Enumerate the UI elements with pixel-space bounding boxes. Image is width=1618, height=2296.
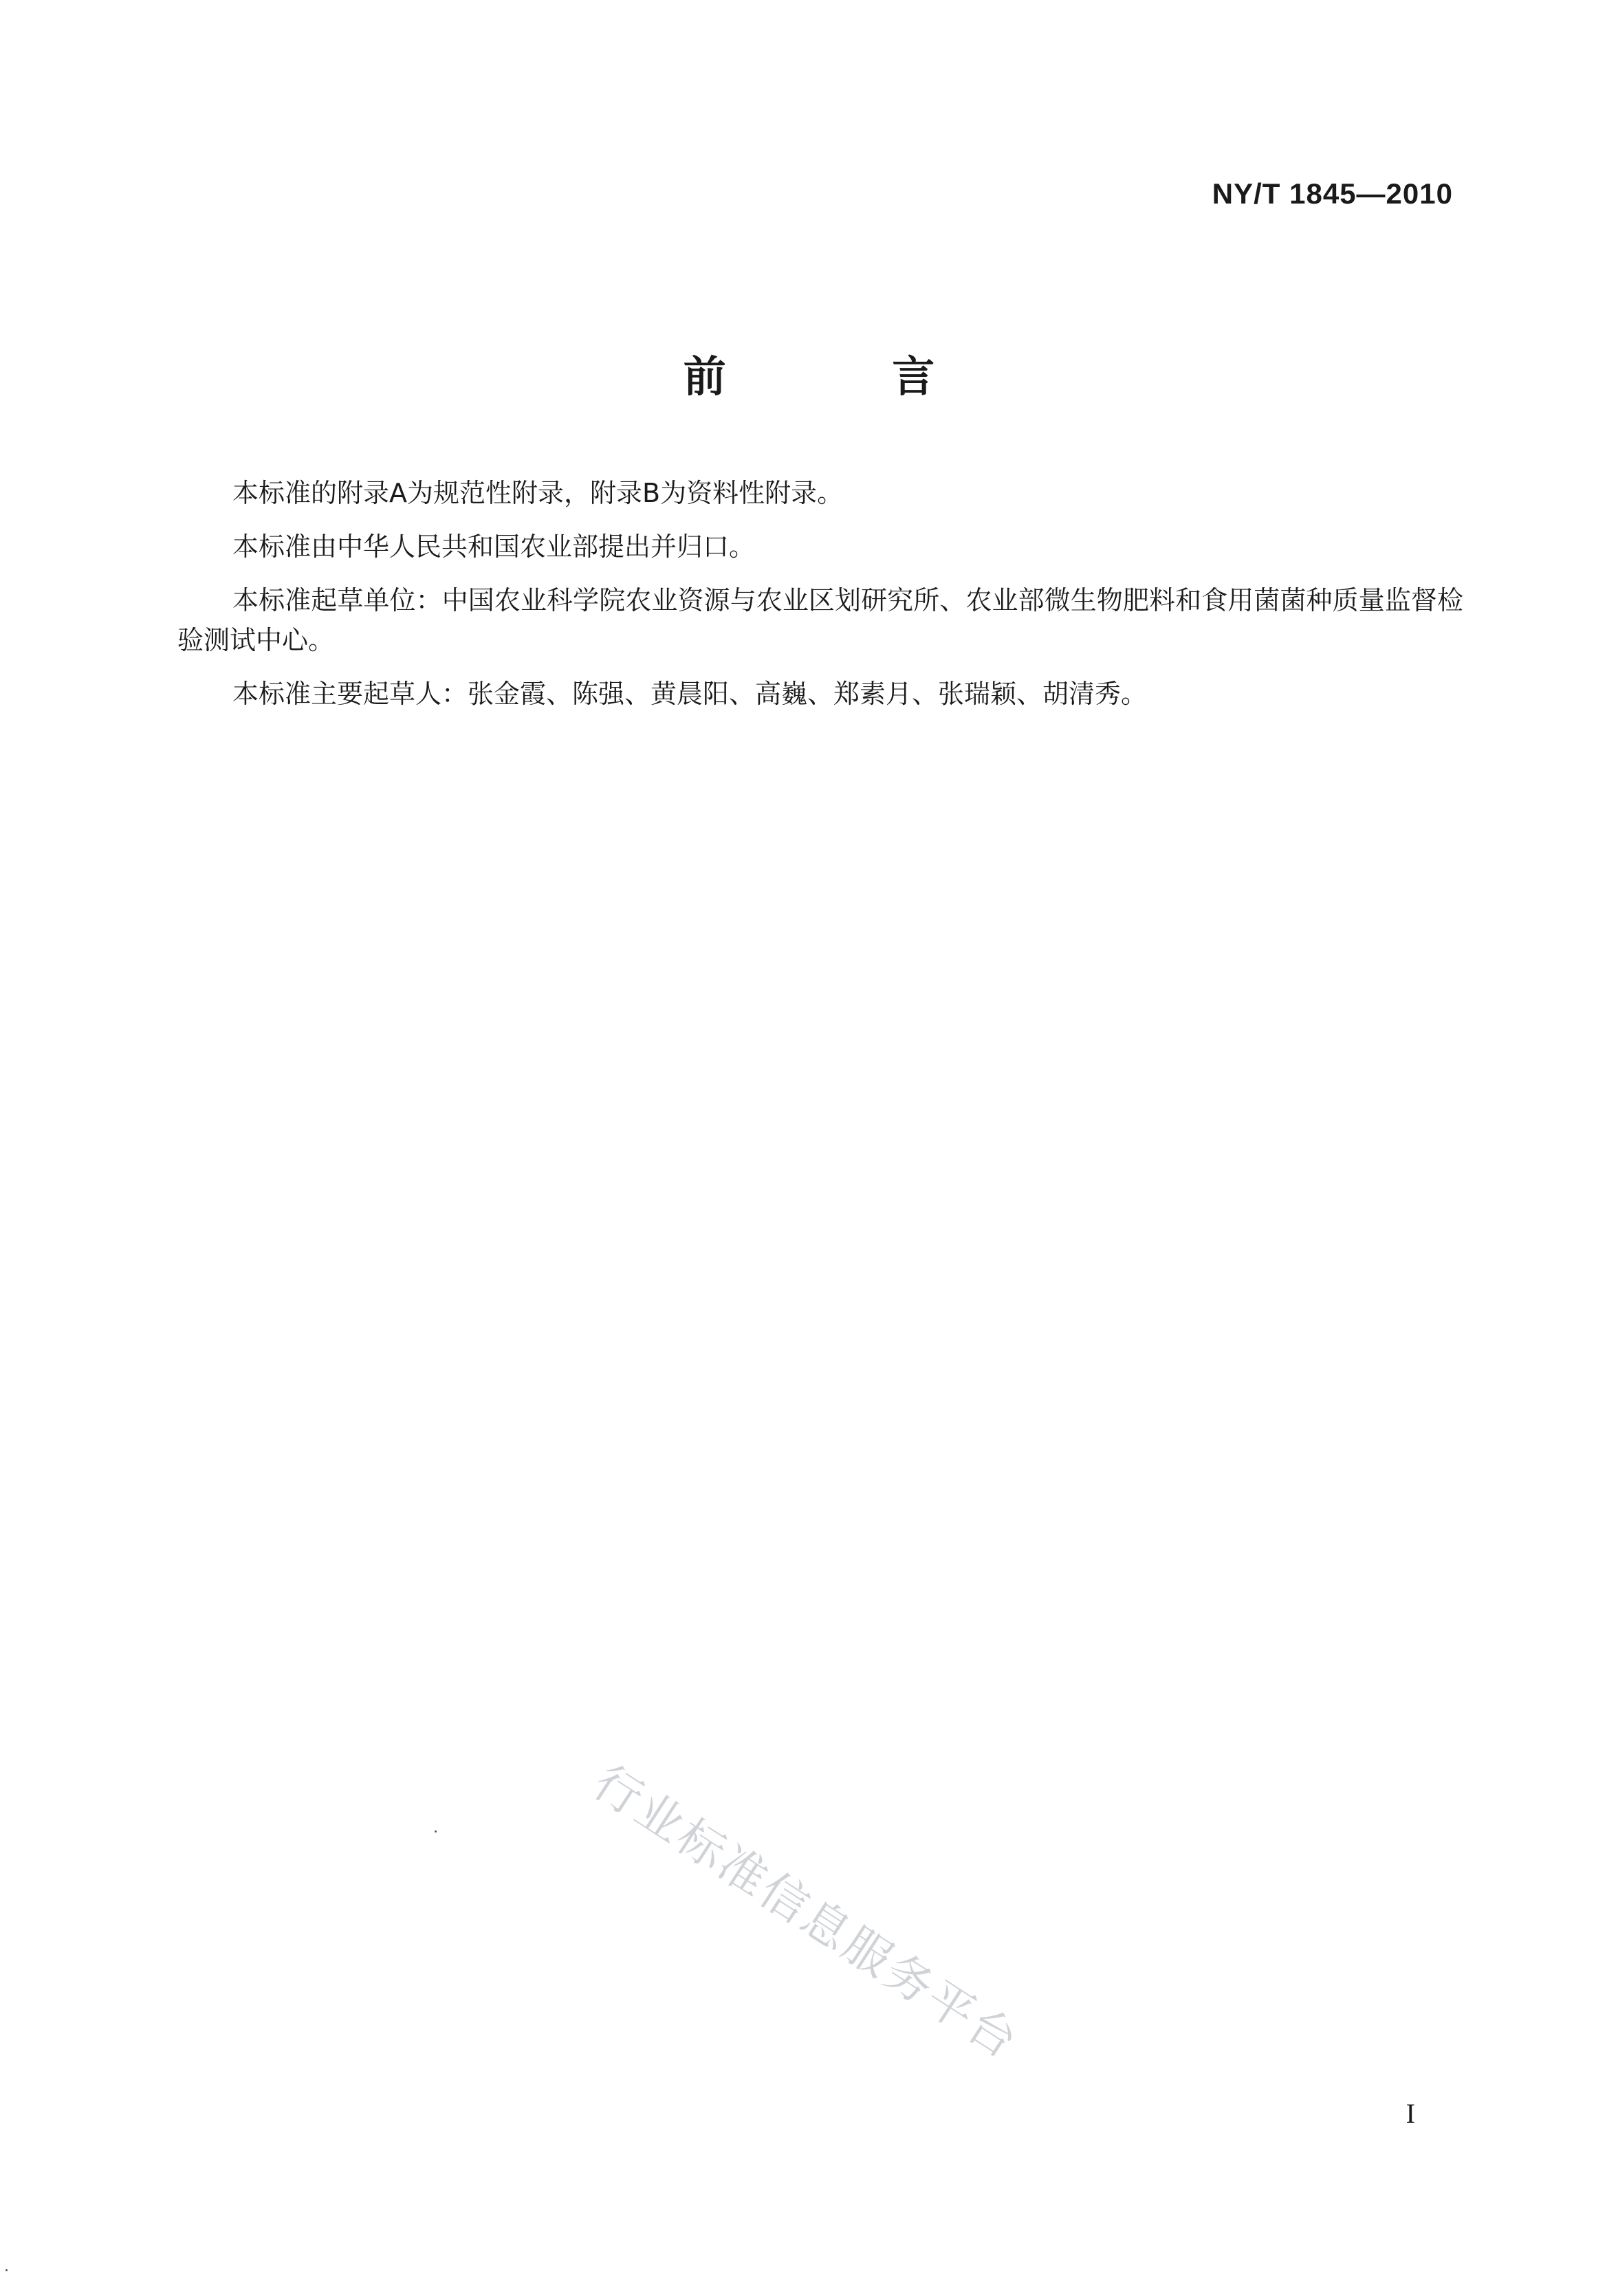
paragraph-drafting-units: 本标准起草单位：中国农业科学院农业资源与农业区划研究所、农业部微生物肥料和食用菌菌种质量监督检验测试中心。 [177, 585, 1463, 655]
paragraph-drafters: 本标准主要起草人：张金霞、陈强、黄晨阳、高巍、郑素月、张瑞颖、胡清秀。 [232, 679, 1148, 709]
paragraph-annex: 本标准的附录A为规范性附录，附录B为资料性附录。 [232, 478, 844, 508]
paragraph-proposer: 本标准由中华人民共和国农业部提出并归口。 [232, 532, 756, 562]
standard-code: NY/T 1845—2010 [1212, 177, 1453, 210]
scan-speck [6, 2269, 8, 2271]
scan-speck [435, 1830, 437, 1833]
page-title: 前 言 [683, 351, 1011, 402]
page-number: I [1406, 2098, 1415, 2129]
watermark: 行业标准信息服务平台 [583, 1755, 1029, 2070]
foreword-body [177, 473, 1463, 728]
